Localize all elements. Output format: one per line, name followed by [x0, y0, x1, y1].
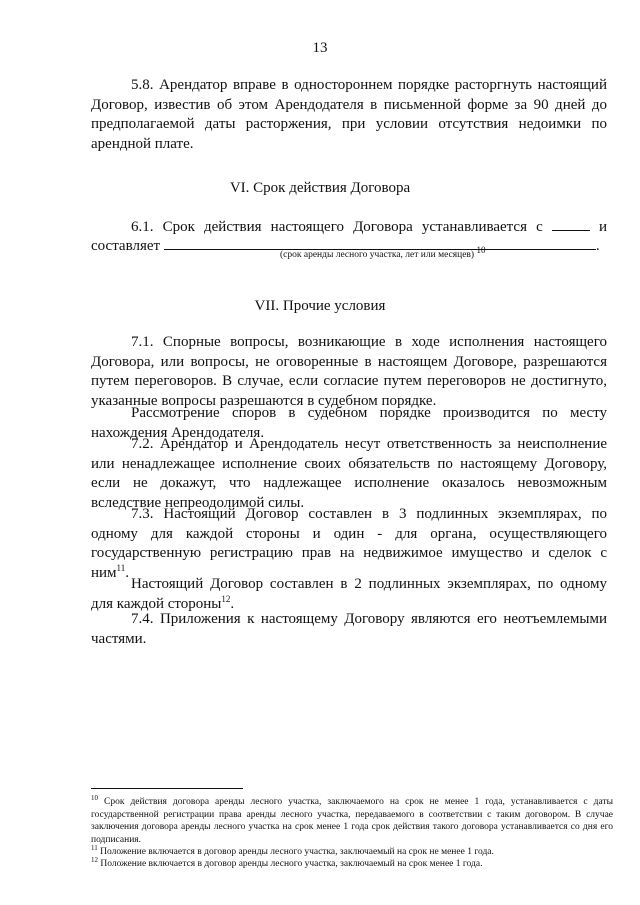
footnote-ref-12: 12: [221, 593, 231, 604]
footnote-ref-11: 11: [116, 562, 126, 573]
page-number: 13: [312, 40, 328, 56]
footnote-10-text: Срок действия договора аренды лесного участка, заключаемого на срок не менее 1 года, устанавливается с даты государственной регистрации права аренды лесного участка, передаваемого в соответствии с таким договором. В случае заключения договора аренды лесного участка на срок менее 1 года срок действия такого договора устанавливается со дня его подписания.: [91, 797, 613, 845]
footnote-12-number: 12: [91, 855, 98, 864]
footnote-12: [91, 855, 613, 871]
term-caption-text: (срок аренды лесного участка, лет или месяцев): [280, 250, 475, 261]
clause-6-1-text: 6.1. Срок действия настоящего Договора устанавливается с: [131, 219, 543, 235]
clause-7-3-end: .: [125, 564, 129, 581]
footnote-12-text: Положение включается в договор аренды лесного участка, заключаемый на срок менее 1 года.: [98, 859, 483, 869]
clause-7-1-b: Рассмотрение споров в судебном порядке производится по месту нахождения Арендодателя.: [91, 405, 607, 441]
clause-6-1-second: составляет: [91, 238, 161, 254]
footnote-10: [91, 793, 613, 846]
clause-6-1-and: и: [599, 219, 608, 235]
footnote-separator: [91, 788, 243, 789]
term-caption: [280, 245, 486, 261]
clause-7-3-b: [91, 575, 607, 614]
clause-7-3-b-text: Настоящий Договор составлен в 2 подлинных экземплярах, по одному для каждой стороны: [91, 576, 607, 612]
clause-7-3: [91, 505, 607, 583]
footnote-11: [91, 843, 613, 859]
start-date-blank: [552, 216, 590, 231]
clause-7-3-text: 7.3. Настоящий Договор составлен в 3 подлинных экземплярах, по одному для каждой стороны и один - для органа, осуществляющего государственную регистрацию прав на недвижимое имущество и сделок с ним: [91, 506, 607, 581]
clause-7-2: 7.2. Арендатор и Арендодатель несут ответственность за неисполнение или ненадлежащее исполнение своих обязательств по настоящему Договору, если не докажут, что надлежащее исполнение оказалось невозможным вследствие непреодолимой силы.: [91, 436, 607, 511]
footnote-10-number: 10: [91, 793, 98, 802]
clause-6-1-end: .: [595, 238, 600, 254]
section-6-heading: VI. Срок действия Договора: [229, 180, 411, 196]
clause-5-8: 5.8. Арендатор вправе в одностороннем порядке расторгнуть настоящий Договор, известив об этом Арендодателя в письменной форме за 90 дней до предполагаемой даты расторжения, при условии отсутствия недоимки по арендной плате.: [91, 77, 607, 152]
footnote-ref-10: 10: [476, 245, 486, 255]
term-blank: [164, 235, 596, 250]
footnote-11-text: Положение включается в договор аренды лесного участка, заключаемый на срок не менее 1 года.: [97, 847, 494, 857]
clause-7-3-b-end: .: [230, 595, 235, 612]
clause-7-1: 7.1. Спорные вопросы, возникающие в ходе исполнения настоящего Договора, или вопросы, не оговоренные в настоящем Договоре, разрешаются путем переговоров. В случае, если согласие путем переговоров не достигнуто, указанные вопросы разрешаются в судебном порядке.: [91, 334, 607, 409]
footnote-11-number: 11: [91, 843, 98, 852]
section-7-heading: VII. Прочие условия: [254, 298, 386, 314]
clause-7-4: 7.4. Приложения к настоящему Договору являются его неотъемлемыми частями.: [91, 611, 607, 647]
